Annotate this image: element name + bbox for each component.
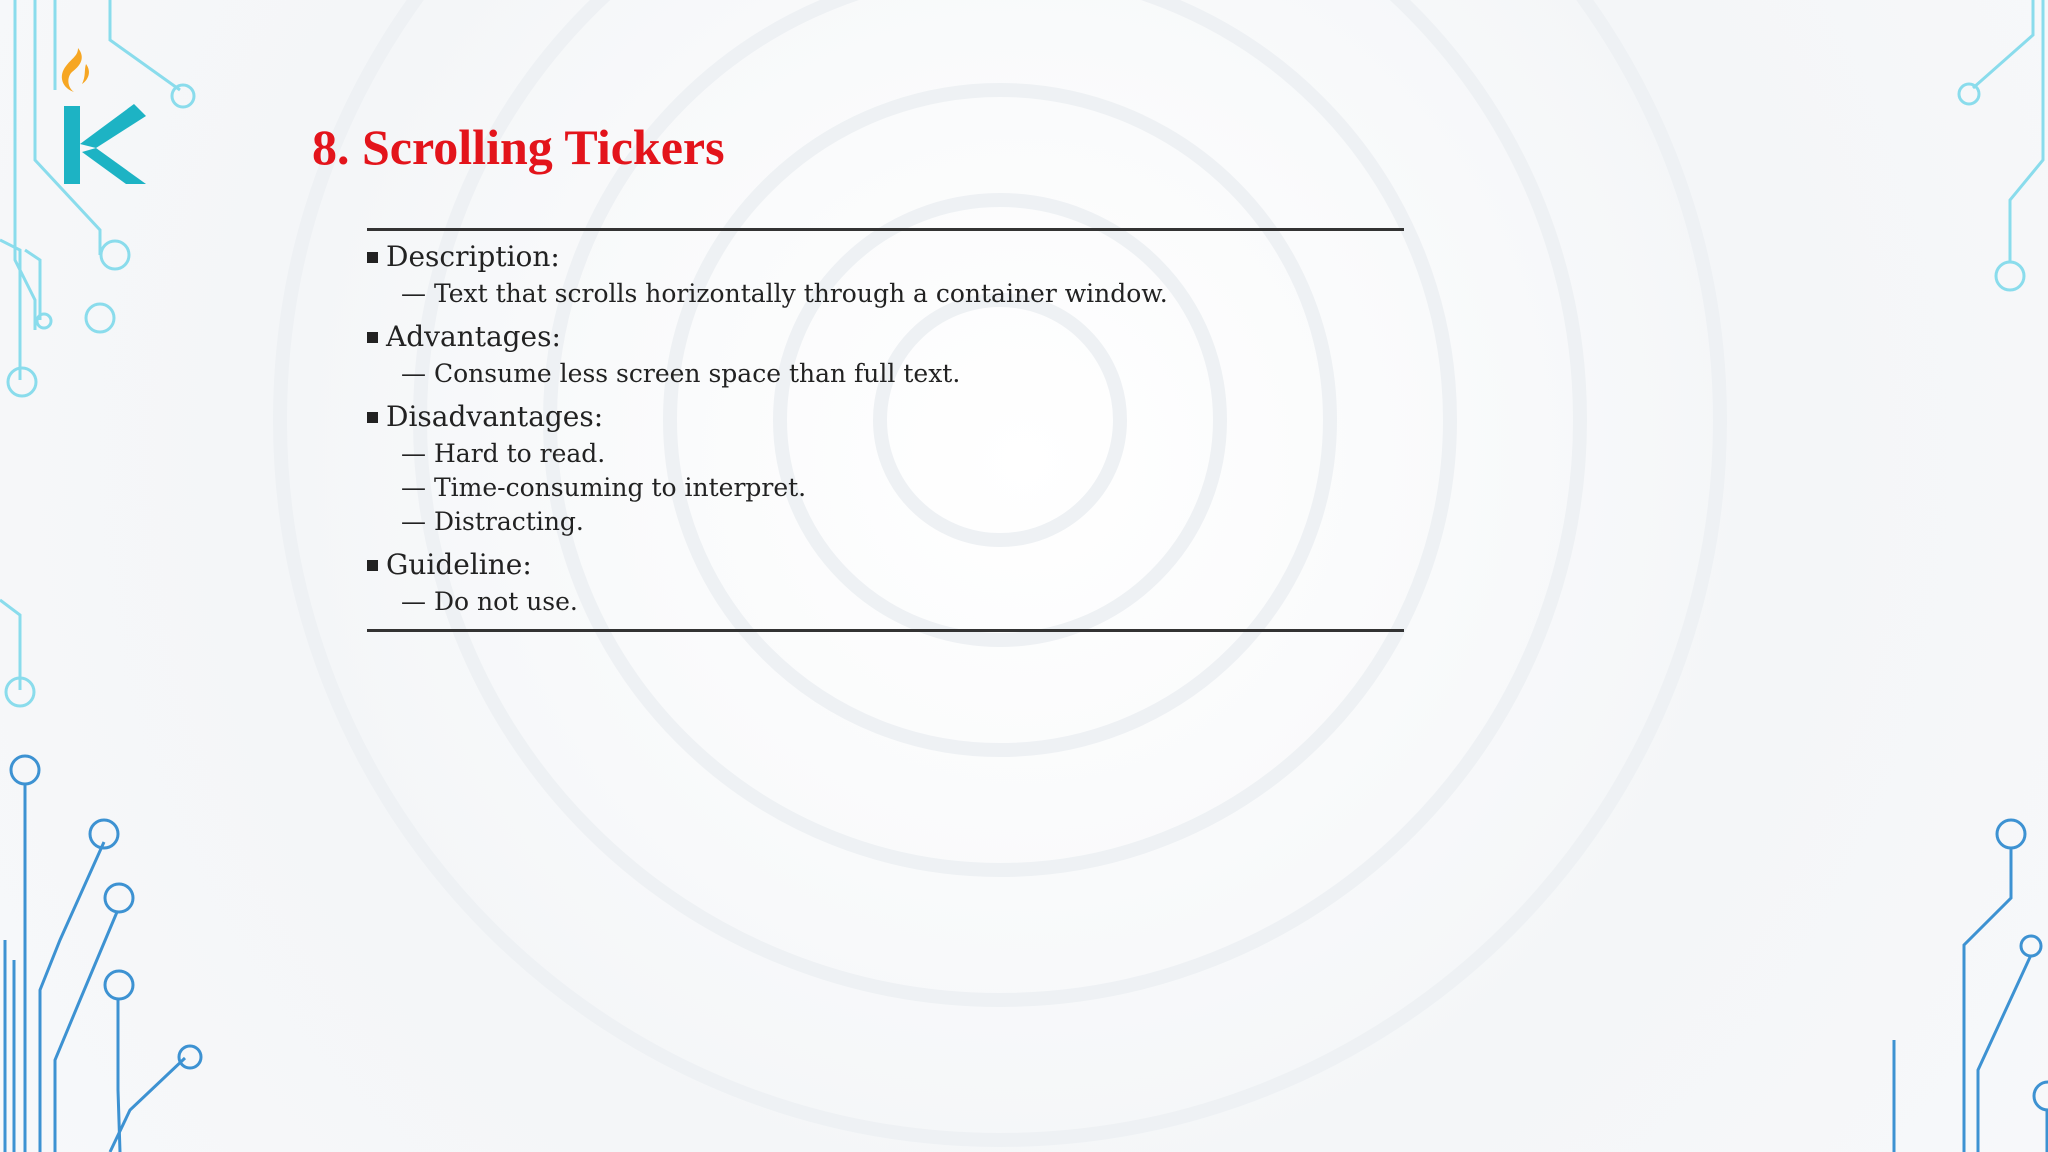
sub-bullet-item <box>367 471 1404 505</box>
square-bullet-icon <box>367 560 378 571</box>
dash-bullet-icon: — <box>401 587 426 616</box>
sub-bullet-text: Time-consuming to interpret. <box>434 473 807 502</box>
sub-bullet-text: Consume less screen space than full text. <box>434 359 961 388</box>
sub-bullet-text: Do not use. <box>434 587 578 616</box>
section-heading <box>367 397 1404 437</box>
k-logo-icon <box>50 44 150 194</box>
sub-bullet-item <box>367 437 1404 471</box>
section-guideline <box>367 545 1404 619</box>
section-heading-text: Disadvantages: <box>386 400 604 433</box>
section-heading <box>367 317 1404 357</box>
section-heading <box>367 237 1404 277</box>
dash-bullet-icon: — <box>401 439 426 468</box>
sub-bullet-item <box>367 277 1404 311</box>
sub-bullet-text: Distracting. <box>434 507 584 536</box>
sub-bullet-item <box>367 357 1404 391</box>
square-bullet-icon <box>367 412 378 423</box>
slide-title: 8. Scrolling Tickers <box>312 119 725 175</box>
sub-bullet-text: Hard to read. <box>434 439 606 468</box>
sub-bullet-text: Text that scrolls horizontally through a container window. <box>434 279 1168 308</box>
section-heading-text: Guideline: <box>386 548 532 581</box>
section-heading <box>367 545 1404 585</box>
dash-bullet-icon: — <box>401 507 426 536</box>
section-heading-text: Description: <box>386 240 560 273</box>
right-circuit-decoration <box>1888 0 2048 1152</box>
section-description <box>367 237 1404 311</box>
dash-bullet-icon: — <box>401 359 426 388</box>
dash-bullet-icon: — <box>401 473 426 502</box>
sub-bullet-item <box>367 585 1404 619</box>
square-bullet-icon <box>367 332 378 343</box>
content-box <box>367 228 1404 632</box>
dash-bullet-icon: — <box>401 279 426 308</box>
section-heading-text: Advantages: <box>386 320 561 353</box>
section-disadvantages <box>367 397 1404 539</box>
sub-bullet-item <box>367 505 1404 539</box>
section-advantages <box>367 317 1404 391</box>
square-bullet-icon <box>367 252 378 263</box>
